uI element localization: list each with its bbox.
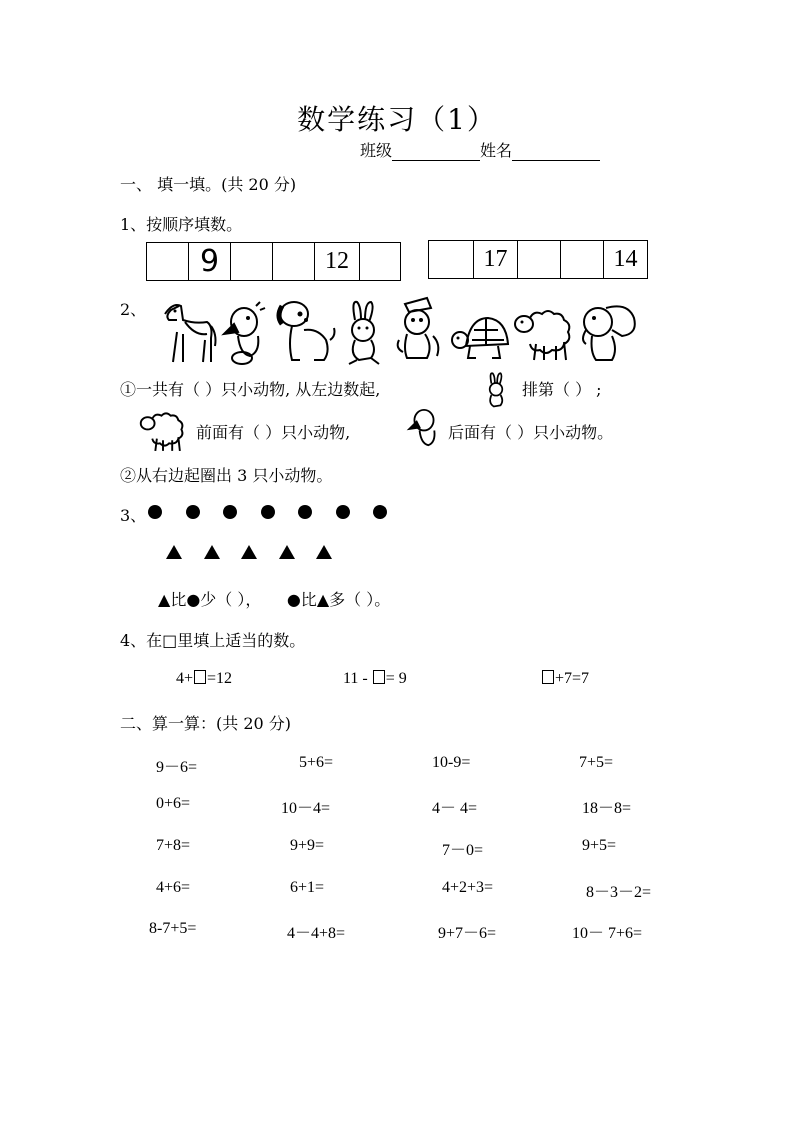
number-cell[interactable] <box>429 241 474 278</box>
calc-item: 9+5= <box>582 837 617 854</box>
calc-item: 8－3－2= <box>586 884 652 901</box>
sheep-icon <box>138 408 188 454</box>
q2-line2-b: 后面有（ ）只小动物。 <box>448 423 614 442</box>
turtle-icon <box>450 310 512 364</box>
triangle-icon <box>166 545 182 559</box>
number-cell: 14 <box>604 241 648 278</box>
calc-item: 7－0= <box>442 842 484 859</box>
name-label: 姓名 <box>480 141 513 160</box>
calc-item: 9+9= <box>290 837 325 854</box>
circle-icon <box>223 505 237 519</box>
q2-line3: ②从右边起圈出 3 只小动物。 <box>120 466 333 485</box>
answer-box[interactable] <box>542 670 554 684</box>
sheep-icon <box>512 304 576 364</box>
calc-item: 18－8= <box>582 800 632 817</box>
q4-equation-3: +7=7 <box>541 670 589 688</box>
q2-label: 2、 <box>120 300 147 319</box>
q2-line1-b: 排第（ ） ; <box>522 380 602 399</box>
number-row-b <box>428 240 648 279</box>
circle-icon <box>298 505 312 519</box>
number-cell[interactable] <box>231 243 273 280</box>
calc-item: 8-7+5= <box>149 920 197 937</box>
calc-item: 4－ 4= <box>432 800 478 817</box>
circle-icon <box>373 505 387 519</box>
number-cell[interactable] <box>561 241 604 278</box>
circle-icon <box>261 505 275 519</box>
calc-item: 7+8= <box>156 837 191 854</box>
q4-label: 4、在□里填上适当的数。 <box>120 631 306 650</box>
class-label: 班级 <box>360 141 393 160</box>
triangle-icon <box>279 545 295 559</box>
circle-icon: ● <box>186 590 201 609</box>
number-cell[interactable] <box>273 243 315 280</box>
calc-item: 4+6= <box>156 879 191 896</box>
elephant-icon <box>576 300 640 364</box>
q3-compare: ▲比●少（ ）， ●比▲多（ ）。 <box>158 590 391 609</box>
name-blank[interactable] <box>512 143 600 161</box>
calc-item: 10-9= <box>432 754 471 771</box>
answer-box[interactable] <box>194 670 206 684</box>
calc-item: 10－4= <box>281 800 331 817</box>
q3-label: 3、 <box>120 506 147 525</box>
number-cell: 12 <box>315 243 360 280</box>
number-row-a <box>146 242 401 281</box>
number-cell[interactable] <box>147 243 189 280</box>
circle-icon <box>336 505 350 519</box>
number-cell[interactable] <box>360 243 401 280</box>
calc-item: 4+2+3= <box>442 879 494 896</box>
q1-label: 1、按顺序填数。 <box>120 215 243 234</box>
calc-item: 5+6= <box>299 754 334 771</box>
student-info <box>360 138 600 161</box>
q4-equation-1: 4+ =12 <box>176 670 233 687</box>
circle-icon: ● <box>286 590 301 609</box>
horse-icon <box>155 298 219 368</box>
calc-item: 9+7－6= <box>438 925 497 942</box>
dog-icon <box>274 296 336 368</box>
number-cell[interactable] <box>518 241 561 278</box>
bird-icon <box>220 300 268 368</box>
calc-item: 9－6= <box>156 759 198 776</box>
triangle-icon <box>241 545 257 559</box>
calc-item: 6+1= <box>290 879 325 896</box>
section2-heading: 二、算一算：(共 20 分) <box>120 714 292 733</box>
monkey-icon <box>393 296 443 368</box>
q2-line1-a: ①一共有（ ）只小动物, 从左边数起, <box>120 380 381 399</box>
page-title: 数学练习（1） <box>297 103 497 136</box>
calc-item: 7+5= <box>579 754 614 771</box>
triangle-icon <box>316 545 332 559</box>
triangle-icon: ▲ <box>158 590 171 609</box>
answer-box[interactable] <box>373 670 385 684</box>
triangle-icon <box>204 545 220 559</box>
q4-equation-2: 11 - = 9 <box>343 670 407 687</box>
number-cell: 17 <box>474 241 518 278</box>
section1-heading: 一、 填一填。(共 20 分) <box>120 175 297 194</box>
q2-line2-a: 前面有（ ）只小动物, <box>196 423 351 442</box>
bird-icon <box>405 404 443 454</box>
class-blank[interactable] <box>392 143 480 161</box>
calc-item: 4－4+8= <box>287 925 346 942</box>
rabbit-icon <box>480 371 512 411</box>
circle-icon <box>186 505 200 519</box>
calc-item: 10－ 7+6= <box>572 925 643 942</box>
triangle-icon: ▲ <box>316 590 330 609</box>
number-cell: 9 <box>189 243 231 280</box>
rabbit-icon <box>341 298 385 368</box>
circle-icon <box>148 505 162 519</box>
calc-item: 0+6= <box>156 795 191 812</box>
